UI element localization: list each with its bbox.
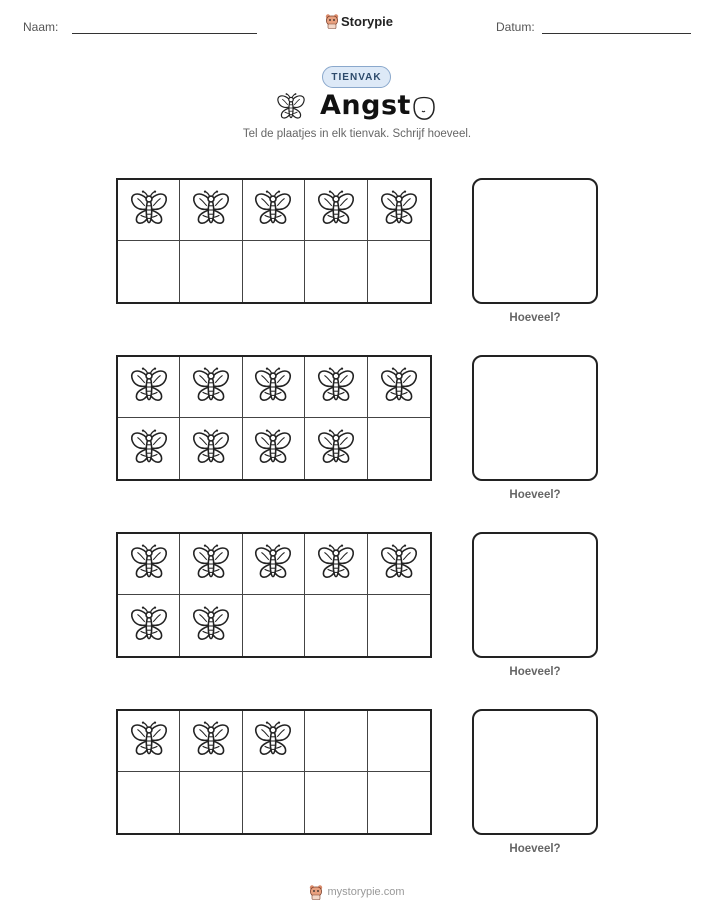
ten-frame-cell: [243, 595, 305, 656]
footer: [0, 884, 714, 900]
ten-frame-cell: [118, 711, 180, 772]
ten-frame: [116, 709, 432, 835]
answer-box[interactable]: [472, 355, 598, 481]
butterfly-icon: [252, 366, 294, 408]
ten-frame-cell: [243, 357, 305, 418]
ten-frame: [116, 355, 432, 481]
answer-box[interactable]: [472, 709, 598, 835]
ten-frame-cell: [368, 711, 430, 772]
ten-frame-cell: [368, 595, 430, 656]
ten-frame: [116, 178, 432, 304]
butterfly-icon: [378, 366, 420, 408]
butterfly-icon: [378, 543, 420, 585]
butterfly-icon: [315, 428, 357, 470]
name-write-line[interactable]: [72, 33, 257, 34]
ten-frame-cell: [305, 418, 367, 479]
butterfly-icon: [128, 605, 170, 647]
ten-frame-cell: [243, 241, 305, 302]
face-icon: [409, 93, 439, 123]
brand-logo: [325, 13, 393, 29]
date-label: Datum:: [496, 20, 535, 34]
ten-frame-cell: [243, 772, 305, 833]
ten-frame-cell: [180, 357, 242, 418]
butterfly-icon: [128, 428, 170, 470]
answer-box[interactable]: [472, 532, 598, 658]
butterfly-icon: [128, 720, 170, 762]
ten-frame-cell: [118, 180, 180, 241]
butterfly-icon: [190, 543, 232, 585]
ten-frame-cell: [305, 534, 367, 595]
footer-url: mystorypie.com: [327, 886, 405, 898]
ten-frame-cell: [305, 595, 367, 656]
butterfly-icon: [275, 92, 307, 124]
brand-name: Storypie: [341, 13, 394, 29]
ten-frame-cell: [243, 711, 305, 772]
ten-frame-cell: [368, 772, 430, 833]
ten-frame-cell: [243, 418, 305, 479]
butterfly-icon: [315, 189, 357, 231]
ten-frame-cell: [368, 534, 430, 595]
ten-frame-cell: [118, 241, 180, 302]
butterfly-icon: [252, 189, 294, 231]
page-title: Angst: [320, 90, 411, 121]
ten-frame-cell: [118, 772, 180, 833]
ten-frame-cell: [305, 711, 367, 772]
topic-badge: TIENVAK: [322, 66, 391, 88]
butterfly-icon: [128, 189, 170, 231]
ten-frame-cell: [118, 357, 180, 418]
storypie-mascot-icon: [325, 13, 339, 29]
butterfly-icon: [315, 366, 357, 408]
butterfly-icon: [252, 428, 294, 470]
answer-label: Hoeveel?: [509, 489, 561, 501]
answer-label: Hoeveel?: [509, 312, 561, 324]
ten-frame-cell: [368, 241, 430, 302]
ten-frame-cell: [243, 180, 305, 241]
ten-frame: [116, 532, 432, 658]
ten-frame-cell: [180, 772, 242, 833]
date-write-line[interactable]: [542, 33, 691, 34]
ten-frame-cell: [305, 357, 367, 418]
ten-frame-cell: [118, 595, 180, 656]
ten-frame-cell: [243, 534, 305, 595]
ten-frame-cell: [305, 772, 367, 833]
butterfly-icon: [190, 428, 232, 470]
ten-frame-cell: [118, 418, 180, 479]
butterfly-icon: [190, 605, 232, 647]
ten-frame-cell: [118, 534, 180, 595]
butterfly-icon: [252, 720, 294, 762]
ten-frame-cell: [180, 534, 242, 595]
page-header: [0, 0, 714, 50]
ten-frame-cell: [180, 711, 242, 772]
butterfly-icon: [315, 543, 357, 585]
butterfly-icon: [252, 543, 294, 585]
butterfly-icon: [128, 543, 170, 585]
answer-label: Hoeveel?: [509, 843, 561, 855]
butterfly-icon: [128, 366, 170, 408]
title-row: [0, 90, 714, 126]
storypie-mascot-icon: [309, 884, 323, 900]
butterfly-icon: [378, 189, 420, 231]
answer-box[interactable]: [472, 178, 598, 304]
butterfly-icon: [190, 720, 232, 762]
ten-frame-cell: [180, 595, 242, 656]
answer-label: Hoeveel?: [509, 666, 561, 678]
ten-frame-cell: [368, 357, 430, 418]
ten-frame-cell: [180, 180, 242, 241]
butterfly-icon: [190, 366, 232, 408]
ten-frame-cell: [305, 180, 367, 241]
instructions: Tel de plaatjes in elk tienvak. Schrijf hoeveel.: [242, 128, 472, 140]
ten-frame-cell: [180, 241, 242, 302]
ten-frame-cell: [368, 418, 430, 479]
ten-frame-cell: [180, 418, 242, 479]
ten-frame-cell: [305, 241, 367, 302]
name-label: Naam:: [23, 20, 59, 34]
butterfly-icon: [190, 189, 232, 231]
ten-frame-cell: [368, 180, 430, 241]
